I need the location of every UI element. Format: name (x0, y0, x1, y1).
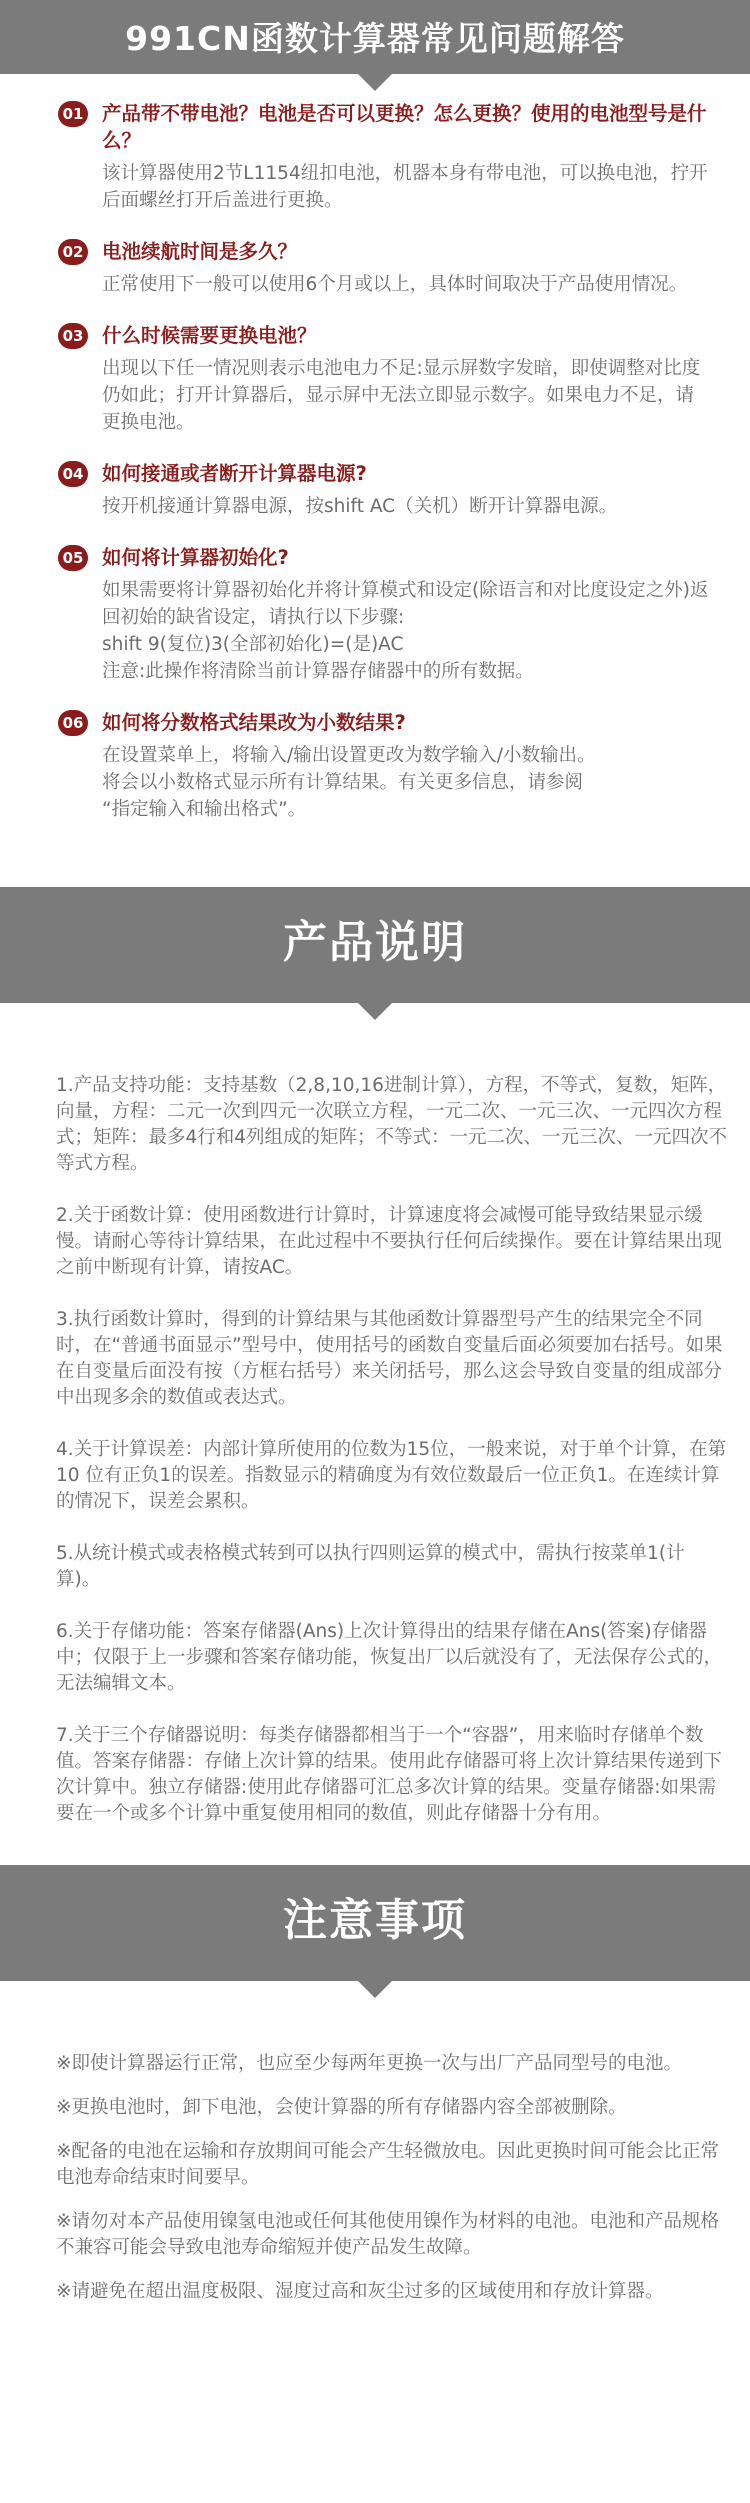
faq-answer (102, 742, 710, 823)
notes-title: 注意事项 (283, 1895, 467, 1946)
faq-list (0, 74, 750, 823)
faq-banner (0, 0, 750, 74)
faq-question: 电池续航时间是多久？ (102, 240, 298, 263)
note-item: ※即使计算器运行正常，也应至少每两年更换一次与出厂产品同型号的电池。 (56, 2053, 683, 2074)
faq-item-2 (58, 238, 710, 298)
faq-answer-line: 在设置菜单上，将输入/输出设置更改为数学输入/小数输出。 (102, 745, 596, 766)
product-description (0, 1003, 750, 1827)
product-paragraph: 6.关于存储功能：答案存储器(Ans)上次计算得出的结果存储在Ans(答案)存储器中；仅限于上一步骤和答案存储功能，恢复出厂以后就没有了，无法保存公式的，无法编辑文本。 (56, 1621, 723, 1694)
faq-number-badge: 03 (58, 323, 88, 349)
faq-answer: 该计算器使用2节L1154纽扣电池，机器本身有带电池，可以换电池，拧开后面螺丝打开后盖进行更换。 (102, 163, 708, 211)
product-paragraph: 7.关于三个存储器说明：每类存储器都相当于一个“容器”，用来临时存储单个数值。答案存储器：存储上次计算的结果。使用此存储器可将上次计算结果传递到下次计算中。独立存储器:使用此存储器可汇总多次计算的结果。变量存储器:如果需要在一个或多个计算中重复使用相同的数值，则此存储器十分有用。 (56, 1725, 723, 1824)
faq-answer-line: shift 9(复位)3(全部初始化)=(是)AC (102, 634, 404, 655)
faq-number-badge: 01 (58, 101, 88, 127)
faq-answer-line: 注意:此操作将清除当前计算器存储器中的所有数据。 (102, 661, 534, 682)
faq-answer-line: “指定输入和输出格式”。 (102, 799, 307, 820)
faq-number-badge: 02 (58, 239, 88, 265)
product-paragraph: 4.关于计算误差：内部计算所使用的位数为15位，一般来说，对于单个计算，在第10 位有正负1的误差。指数显示的精确度为有效位数最后一位正负1。在连续计算的情况下，误差会累积。 (56, 1439, 727, 1512)
product-paragraph: 1.产品支持功能：支持基数（2,8,10,16进制计算），方程，不等式，复数，矩阵，向量，方程：二元一次到四元一次联立方程，一元二次、一元三次、一元四次方程式；矩阵：最多4行和4列组成的矩阵；不等式：一元二次、一元三次、一元四次不等式方程。 (56, 1075, 728, 1174)
faq-number-badge: 05 (58, 545, 88, 571)
note-item: ※更换电池时，卸下电池，会使计算器的所有存储器内容全部被删除。 (56, 2097, 627, 2118)
faq-answer: 正常使用下一般可以使用6个月或以上，具体时间取决于产品使用情况。 (102, 274, 688, 295)
notes-list (0, 1981, 750, 2305)
faq-question: 如何将计算器初始化? (102, 546, 289, 569)
faq-answer-line: 如果需要将计算器初始化并将计算模式和设定(除语言和对比度设定之外)返回初始的缺省设定，请执行以下步骤: (102, 580, 709, 628)
faq-answer (102, 577, 710, 685)
faq-item-4 (58, 460, 710, 520)
faq-item-5 (58, 544, 710, 685)
faq-answer: 按开机接通计算器电源，按shift AC（关机）断开计算器电源。 (102, 496, 618, 517)
faq-title: 991CN函数计算器常见问题解答 (125, 19, 625, 58)
product-paragraph: 2.关于函数计算：使用函数进行计算时，计算速度将会减慢可能导致结果显示缓慢。请耐心等待计算结果，在此过程中不要执行任何后续操作。要在计算结果出现之前中断现有计算，请按AC。 (56, 1205, 723, 1278)
faq-question: 产品带不带电池？电池是否可以更换？怎么更换？使用的电池型号是什么？ (102, 102, 707, 152)
faq-answer-line: 将会以小数格式显示所有计算结果。有关更多信息，请参阅 (102, 772, 584, 793)
banner-pointer (357, 1002, 393, 1020)
note-item: ※配备的电池在运输和存放期间可能会产生轻微放电。因此更换时间可能会比正常电池寿命结束时间要早。 (56, 2141, 720, 2188)
note-item: ※请避免在超出温度极限、湿度过高和灰尘过多的区域使用和存放计算器。 (56, 2281, 664, 2302)
faq-number-badge: 04 (58, 461, 88, 487)
product-banner (0, 887, 750, 1003)
faq-item-3 (58, 322, 710, 436)
faq-number-badge: 06 (58, 710, 88, 736)
product-paragraph: 5.从统计模式或表格模式转到可以执行四则运算的模式中，需执行按菜单1(计算)。 (56, 1543, 685, 1590)
notes-banner (0, 1865, 750, 1981)
faq-item-6 (58, 709, 710, 823)
banner-pointer (357, 1980, 393, 1998)
faq-item-1 (58, 100, 710, 214)
faq-answer: 出现以下任一情况则表示电池电力不足:显示屏数字发暗，即使调整对比度仍如此；打开计算器后，显示屏中无法立即显示数字。如果电力不足，请更换电池。 (102, 358, 701, 433)
faq-question: 如何接通或者断开计算器电源? (102, 462, 367, 485)
product-paragraph: 3.执行函数计算时，得到的计算结果与其他函数计算器型号产生的结果完全不同时，在“普通书面显示”型号中，使用括号的函数自变量后面必须要加右括号。如果在自变量后面没有按（方框右括号）来关闭括号，那么这会导致自变量的组成部分中出现多余的数值或表达式。 (56, 1309, 723, 1408)
faq-question: 什么时候需要更换电池？ (102, 324, 317, 347)
product-title: 产品说明 (283, 917, 467, 968)
faq-question: 如何将分数格式结果改为小数结果? (102, 711, 406, 734)
banner-pointer (357, 73, 393, 91)
note-item: ※请勿对本产品使用镍氢电池或任何其他使用镍作为材料的电池。电池和产品规格不兼容可能会导致电池寿命缩短并使产品发生故障。 (56, 2211, 720, 2258)
